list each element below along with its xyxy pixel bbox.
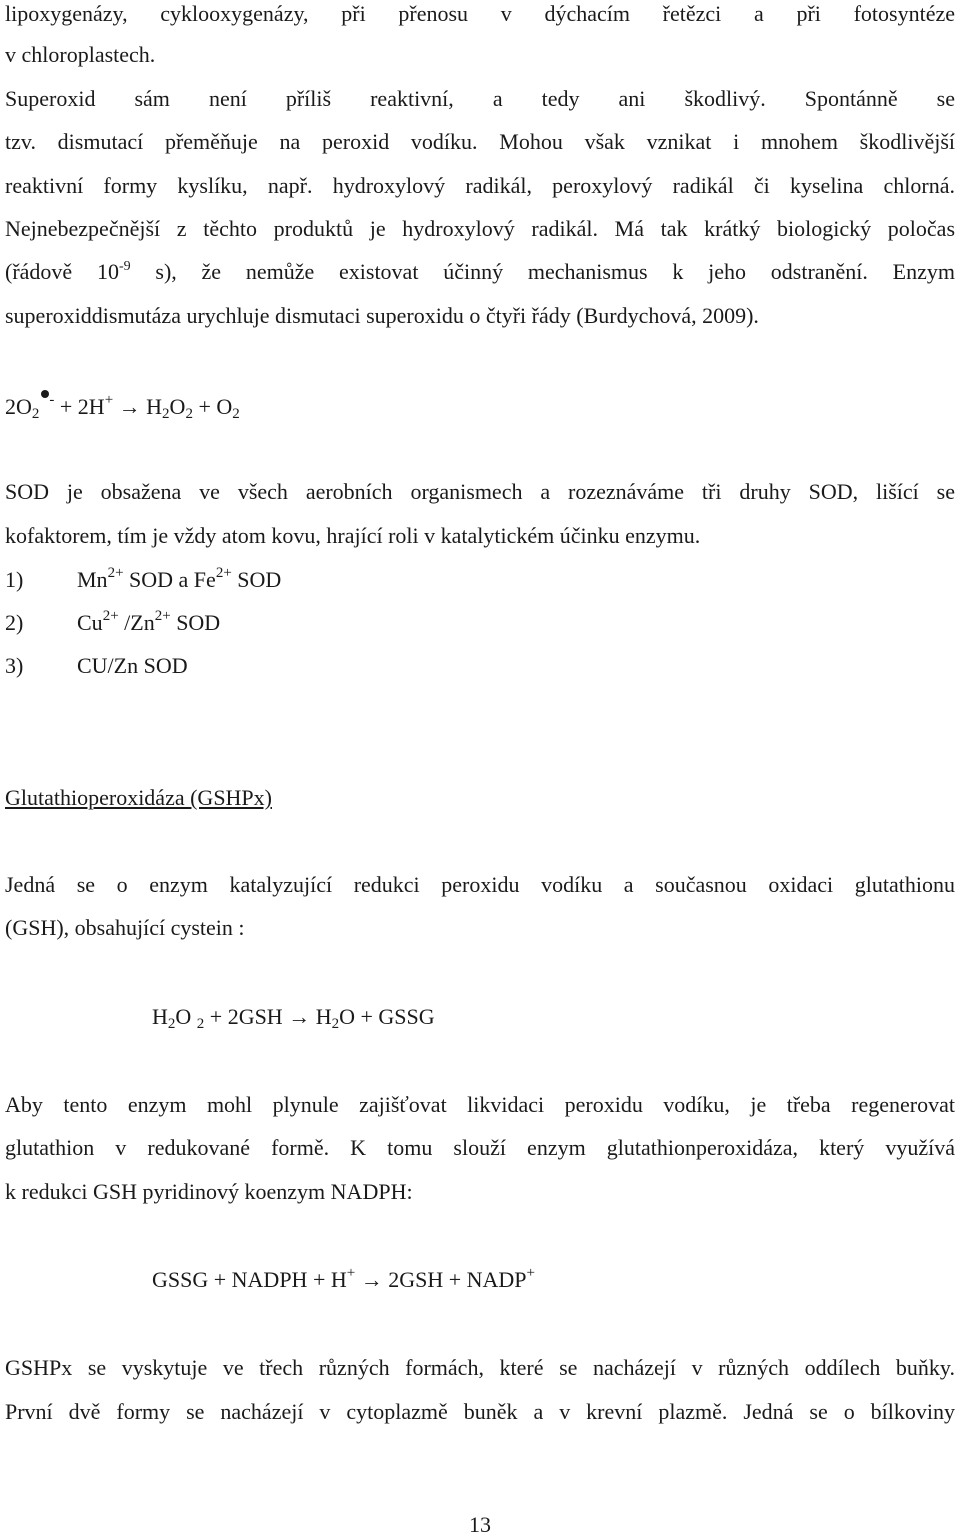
text-line: Aby tento enzym mohl plynule zajišťovat likvidaci peroxidu vodíku, je třeba regenerovat xyxy=(5,1092,955,1117)
text-line: Nejnebezpečnější z těchto produktů je hydroxylový radikál. Má tak krátký biologický poločas xyxy=(5,216,955,241)
text-line: (GSH), obsahující cystein : xyxy=(5,915,245,940)
text-line: v chloroplastech. xyxy=(5,42,156,67)
text-line: lipoxygenázy, cyklooxygenázy, při přenosu v dýchacím řetězci a při fotosyntéze xyxy=(5,1,955,26)
list-item: 3) CU/Zn SOD xyxy=(5,653,188,678)
equation-glutathione-reductase: GSSG + NADPH + H+ → 2GSH + NADP+ xyxy=(152,1265,535,1292)
text-line: k redukci GSH pyridinový koenzym NADPH: xyxy=(5,1179,413,1204)
text-line: GSHPx se vyskytuje ve třech různých formách, které se nacházejí v různých oddílech buňky. xyxy=(5,1355,955,1380)
text-line: Superoxid sám není příliš reaktivní, a tedy ani škodlivý. Spontánně se xyxy=(5,86,955,111)
text-line: kofaktorem, tím je vždy atom kovu, hrající roli v katalytickém účinku enzymu. xyxy=(5,523,701,548)
text-line: Jedná se o enzym katalyzující redukci peroxidu vodíku a současnou oxidaci glutathionu xyxy=(5,872,955,897)
list-item: 2) $Cu^{2+}$ $/Zn^{2+}$ SOD xyxy=(5,608,221,635)
text-line: SOD je obsažena ve všech aerobních organismech a rozeznáváme tři druhy SOD, lišící se xyxy=(5,479,955,504)
text-line: superoxiddismutáza urychluje dismutaci superoxidu o čtyři řády (Burdychová, 2009). xyxy=(5,303,759,328)
text-line: reaktivní formy kyslíku, např. hydroxylový radikál, peroxylový radikál či kyselina chlorná. xyxy=(5,173,955,198)
text-line: (řádově $10^{-9}$ s), že nemůže existovat účinný mechanismus k jeho odstranění. Enzym xyxy=(5,259,955,284)
equation-glutathione-peroxidase: $H_2O$ $_2 + 2GSH \to H_2O$ + GSSG xyxy=(152,1004,435,1032)
page-number: 13 xyxy=(469,1512,491,1537)
text-line: První dvě formy se nacházejí v cytoplazmě buněk a v krevní plazmě. Jedná se o bílkoviny xyxy=(5,1399,955,1424)
section-heading: Glutathioperoxidáza (GSHPx) xyxy=(5,785,272,810)
text-line: glutathion v redukované formě. K tomu slouží enzym glutathionperoxidáza, který využívá xyxy=(5,1135,955,1160)
text-line: tzv. dismutací přeměňuje na peroxid vodíku. Mohou však vznikat i mnohem škodlivější xyxy=(5,129,955,154)
list-item: 1) $Mn^{2+}$ SOD a $Fe^{2+}$ SOD xyxy=(5,565,282,592)
equation-superoxide-dismutation: $2O_2^- + 2H^+ \to H_2O_2 + O_2$ xyxy=(5,392,240,422)
